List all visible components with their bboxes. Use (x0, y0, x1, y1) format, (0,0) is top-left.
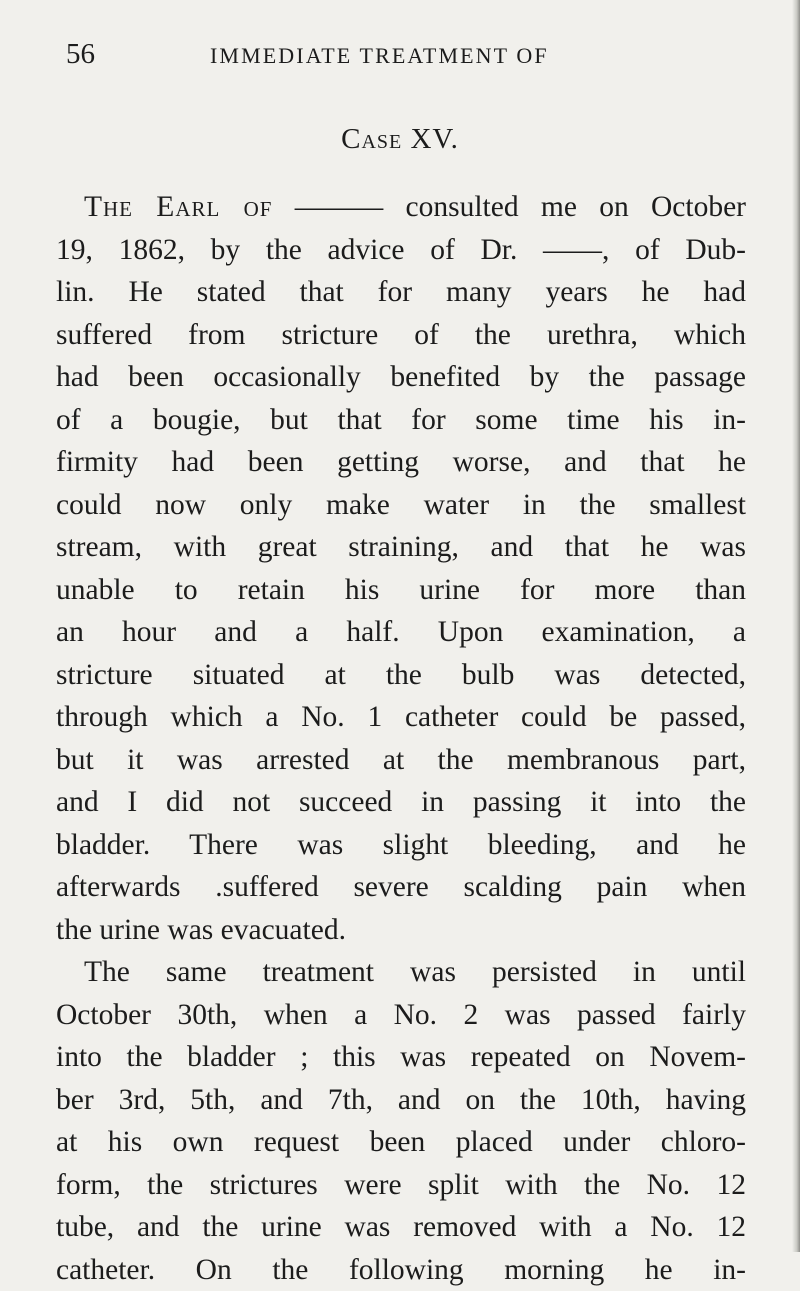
text-line-13: through which a No. 1 catheter could be passed, (56, 696, 746, 739)
page-edge-shadow (792, 0, 800, 1252)
text-line-15: and I did not succeed in passing it into the (56, 781, 746, 824)
text-line-20: October 30th, when a No. 2 was passed fairly (56, 994, 746, 1037)
text-line-1 (56, 186, 746, 229)
text-line-14: but it was arrested at the membranous part, (56, 739, 746, 782)
opening-small-caps: The Earl of (84, 191, 272, 223)
text-line-7: firmity had been getting worse, and that he (56, 441, 746, 484)
text-line-26: catheter. On the following morning he in- (56, 1249, 746, 1291)
text-line-1-rest: ——— consulted me on October (295, 191, 746, 223)
text-line-6: of a bougie, but that for some time his in- (56, 399, 746, 442)
text-line-10: unable to retain his urine for more than (56, 569, 746, 612)
page-number: 56 (66, 34, 95, 74)
text-line-4: suffered from stricture of the urethra, which (56, 314, 746, 357)
text-line-12: stricture situated at the bulb was detected, (56, 654, 746, 697)
text-line-5: had been occasionally benefited by the passage (56, 356, 746, 399)
text-line-3: lin. He stated that for many years he had (56, 271, 746, 314)
text-line-25: tube, and the urine was removed with a No. 12 (56, 1206, 746, 1249)
text-line-21: into the bladder ; this was repeated on Novem- (56, 1036, 746, 1079)
case-title: Case XV. (0, 119, 800, 159)
text-line-9: stream, with great straining, and that he was (56, 526, 746, 569)
text-line-11: an hour and a half. Upon examination, a (56, 611, 746, 654)
text-line-8: could now only make water in the smallest (56, 484, 746, 527)
text-line-18: the urine was evacuated. (56, 909, 746, 952)
text-line-22: ber 3rd, 5th, and 7th, and on the 10th, having (56, 1079, 746, 1122)
text-line-24: form, the strictures were split with the No. 12 (56, 1164, 746, 1207)
text-line-2: 19, 1862, by the advice of Dr. ——, of Dub- (56, 229, 746, 272)
text-line-23: at his own request been placed under chloro- (56, 1121, 746, 1164)
running-head-title: IMMEDIATE TREATMENT OF (210, 36, 549, 76)
text-line-19: The same treatment was persisted in until (56, 951, 746, 994)
running-head (66, 34, 746, 74)
text-line-17: afterwards .suffered severe scalding pain when (56, 866, 746, 909)
text-line-16: bladder. There was slight bleeding, and he (56, 824, 746, 867)
body-text (56, 186, 746, 1291)
